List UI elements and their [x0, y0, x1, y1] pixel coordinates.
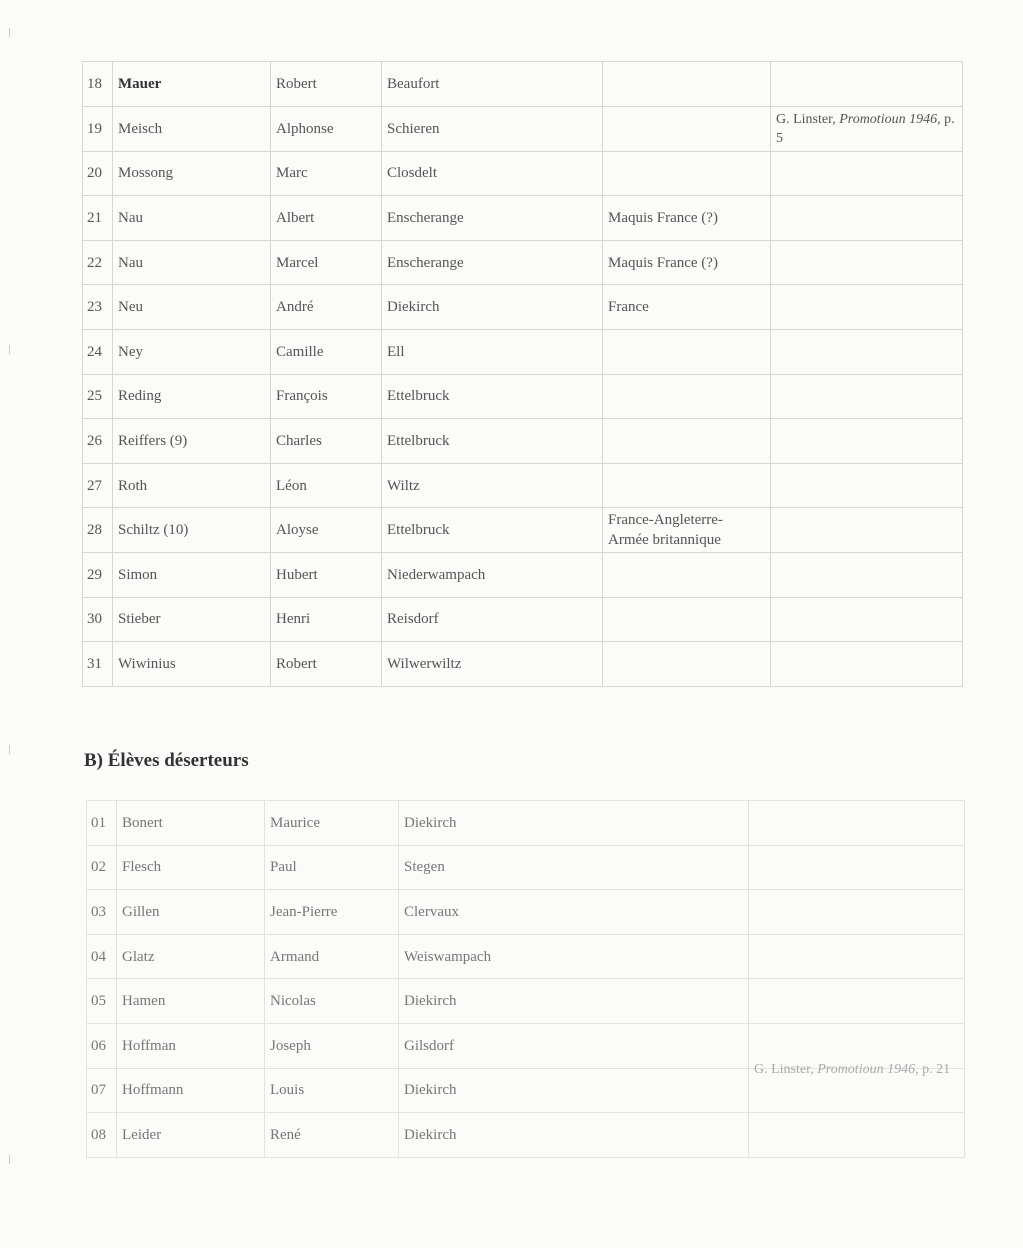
- surname-cell: Reding: [113, 374, 271, 419]
- destination-cell: [603, 597, 771, 642]
- surname-cell: Hamen: [117, 979, 265, 1024]
- place-cell: Reisdorf: [382, 597, 603, 642]
- source-suffix: , p. 5: [776, 111, 955, 146]
- firstname-cell: Charles: [271, 419, 382, 464]
- table-row: [83, 374, 963, 419]
- source-prefix: G. Linster,: [754, 1062, 818, 1077]
- table-a: [82, 61, 963, 687]
- row-number: 29: [83, 552, 113, 597]
- firstname-cell: Albert: [271, 196, 382, 241]
- place-cell: Diekirch: [382, 285, 603, 330]
- source-cell: [771, 151, 963, 196]
- source-cell: [771, 62, 963, 107]
- source-title: Promotioun 1946: [839, 111, 938, 127]
- place-cell: Beaufort: [382, 62, 603, 107]
- table-row: [87, 934, 965, 979]
- firstname-cell: Paul: [265, 845, 399, 890]
- row-number: 05: [87, 979, 117, 1024]
- row-number: 30: [83, 597, 113, 642]
- destination-cell: [603, 642, 771, 687]
- table-row: [87, 845, 965, 890]
- row-number: 08: [87, 1113, 117, 1158]
- firstname-cell: André: [271, 285, 382, 330]
- destination-cell: [603, 552, 771, 597]
- source-cell: [771, 463, 963, 508]
- row-number: 18: [83, 62, 113, 107]
- source-cell: [771, 552, 963, 597]
- surname-cell: Roth: [113, 463, 271, 508]
- destination-cell: [603, 374, 771, 419]
- source-cell: [749, 890, 965, 935]
- place-cell: Diekirch: [399, 1113, 749, 1158]
- firstname-cell: Nicolas: [265, 979, 399, 1024]
- place-cell: Ettelbruck: [382, 508, 603, 553]
- source-cell: [771, 107, 963, 152]
- margin-mark: [9, 1155, 10, 1164]
- firstname-cell: Alphonse: [271, 107, 382, 152]
- source-cell: [771, 196, 963, 241]
- place-cell: Enscherange: [382, 196, 603, 241]
- table-row: [87, 801, 965, 846]
- place-cell: Wilwerwiltz: [382, 642, 603, 687]
- table-row: [83, 107, 963, 152]
- source-cell: [749, 801, 965, 846]
- source-cell: [771, 508, 963, 553]
- row-number: 06: [87, 1023, 117, 1068]
- table-b: [86, 800, 965, 1158]
- source-cell: [749, 1113, 965, 1158]
- place-cell: Stegen: [399, 845, 749, 890]
- row-number: 19: [83, 107, 113, 152]
- firstname-cell: Camille: [271, 329, 382, 374]
- surname-cell: Ney: [113, 329, 271, 374]
- table-row: [83, 597, 963, 642]
- place-cell: Diekirch: [399, 979, 749, 1024]
- place-cell: Diekirch: [399, 1068, 749, 1113]
- row-number: 03: [87, 890, 117, 935]
- row-number: 27: [83, 463, 113, 508]
- source-cell: [771, 419, 963, 464]
- firstname-cell: Aloyse: [271, 508, 382, 553]
- source-cell: [749, 845, 965, 890]
- source-cell: [771, 240, 963, 285]
- source-title: Promotioun 1946: [817, 1062, 916, 1077]
- row-number: 07: [87, 1068, 117, 1113]
- firstname-cell: Robert: [271, 642, 382, 687]
- place-cell: Ettelbruck: [382, 419, 603, 464]
- surname-cell: Gillen: [117, 890, 265, 935]
- destination-cell: [603, 107, 771, 152]
- table-row: [83, 240, 963, 285]
- table-row: [83, 196, 963, 241]
- row-number: 01: [87, 801, 117, 846]
- surname-cell: Hoffmann: [117, 1068, 265, 1113]
- place-cell: Ell: [382, 329, 603, 374]
- surname-cell: Leider: [117, 1113, 265, 1158]
- source-cell: [749, 934, 965, 979]
- row-number: 23: [83, 285, 113, 330]
- source-cell: [771, 285, 963, 330]
- firstname-cell: Marc: [271, 151, 382, 196]
- row-number: 20: [83, 151, 113, 196]
- firstname-cell: Robert: [271, 62, 382, 107]
- surname-cell: Stieber: [113, 597, 271, 642]
- surname-cell: Hoffman: [117, 1023, 265, 1068]
- place-cell: Diekirch: [399, 801, 749, 846]
- place-cell: Weiswampach: [399, 934, 749, 979]
- table-row: [83, 329, 963, 374]
- source-suffix: , p. 21: [915, 1062, 951, 1077]
- destination-cell: Maquis France (?): [603, 240, 771, 285]
- firstname-cell: Hubert: [271, 552, 382, 597]
- surname-cell: Meisch: [113, 107, 271, 152]
- table-row: [83, 285, 963, 330]
- surname-cell: Neu: [113, 285, 271, 330]
- firstname-cell: Jean-Pierre: [265, 890, 399, 935]
- place-cell: Schieren: [382, 107, 603, 152]
- table-row: [83, 62, 963, 107]
- margin-mark: [9, 345, 10, 354]
- firstname-cell: Joseph: [265, 1023, 399, 1068]
- destination-cell: [603, 419, 771, 464]
- table-row: [87, 979, 965, 1024]
- section-b-heading: B) Élèves déserteurs: [84, 750, 249, 771]
- surname-cell: Flesch: [117, 845, 265, 890]
- source-cell: [749, 979, 965, 1024]
- surname-cell: Mauer: [113, 62, 271, 107]
- table-row: [83, 463, 963, 508]
- table-row: [83, 642, 963, 687]
- row-number: 02: [87, 845, 117, 890]
- row-number: 24: [83, 329, 113, 374]
- source-cell: [771, 642, 963, 687]
- table-row: [83, 508, 963, 553]
- destination-cell: [603, 463, 771, 508]
- firstname-cell: Armand: [265, 934, 399, 979]
- firstname-cell: Henri: [271, 597, 382, 642]
- firstname-cell: François: [271, 374, 382, 419]
- destination-cell: [603, 62, 771, 107]
- table-row: [87, 1113, 965, 1158]
- firstname-cell: René: [265, 1113, 399, 1158]
- destination-cell: France: [603, 285, 771, 330]
- firstname-cell: Louis: [265, 1068, 399, 1113]
- row-number: 04: [87, 934, 117, 979]
- source-cell: [771, 329, 963, 374]
- table-row: [83, 151, 963, 196]
- row-number: 25: [83, 374, 113, 419]
- source-cell: [771, 374, 963, 419]
- place-cell: Clervaux: [399, 890, 749, 935]
- destination-cell: [603, 329, 771, 374]
- row-number: 21: [83, 196, 113, 241]
- source-note-b: [754, 1060, 954, 1079]
- surname-cell: Nau: [113, 196, 271, 241]
- margin-mark: [9, 28, 10, 37]
- margin-mark: [9, 745, 10, 754]
- row-number: 22: [83, 240, 113, 285]
- firstname-cell: Léon: [271, 463, 382, 508]
- surname-cell: Nau: [113, 240, 271, 285]
- source-prefix: G. Linster,: [776, 111, 840, 127]
- row-number: 31: [83, 642, 113, 687]
- place-cell: Closdelt: [382, 151, 603, 196]
- surname-cell: Simon: [113, 552, 271, 597]
- place-cell: Wiltz: [382, 463, 603, 508]
- surname-cell: Mossong: [113, 151, 271, 196]
- destination-cell: France-Angleterre- Armée britannique: [603, 508, 771, 553]
- surname-cell: Glatz: [117, 934, 265, 979]
- table-row: [83, 419, 963, 464]
- destination-cell: [603, 151, 771, 196]
- destination-cell: Maquis France (?): [603, 196, 771, 241]
- surname-cell: Wiwinius: [113, 642, 271, 687]
- table-row: [87, 890, 965, 935]
- surname-cell: Schiltz (10): [113, 508, 271, 553]
- firstname-cell: Marcel: [271, 240, 382, 285]
- place-cell: Gilsdorf: [399, 1023, 749, 1068]
- surname-cell: Bonert: [117, 801, 265, 846]
- place-cell: Ettelbruck: [382, 374, 603, 419]
- row-number: 26: [83, 419, 113, 464]
- firstname-cell: Maurice: [265, 801, 399, 846]
- place-cell: Enscherange: [382, 240, 603, 285]
- place-cell: Niederwampach: [382, 552, 603, 597]
- table-row: [83, 552, 963, 597]
- row-number: 28: [83, 508, 113, 553]
- source-cell: [771, 597, 963, 642]
- surname-cell: Reiffers (9): [113, 419, 271, 464]
